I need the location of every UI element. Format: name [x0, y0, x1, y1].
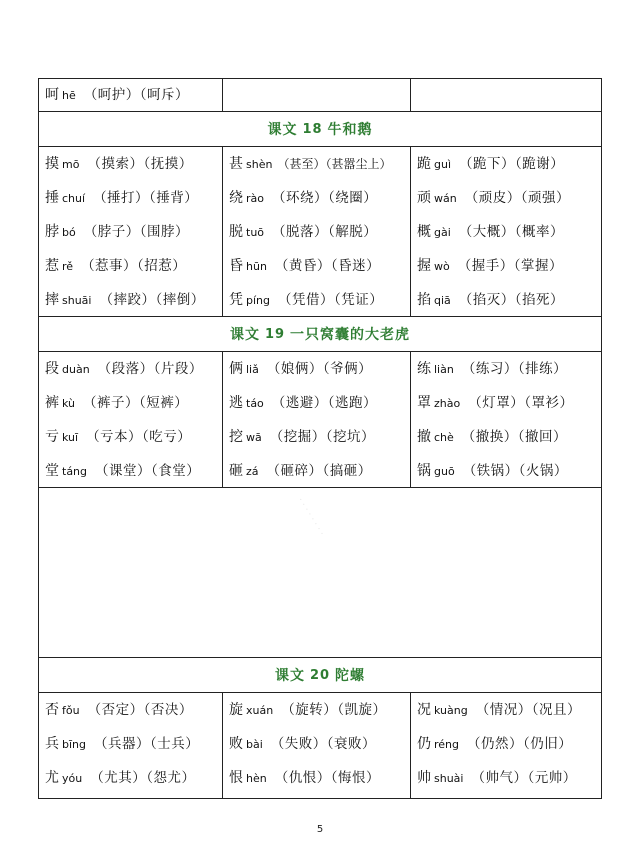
- top-row: [39, 79, 601, 112]
- vocab-entry: [417, 255, 601, 289]
- vocab-char: 摸: [45, 156, 59, 172]
- vocab-words: （顽皮）（顽强）: [464, 190, 570, 206]
- section-20-col-2: [223, 693, 411, 798]
- vocab-pinyin: liàn: [434, 363, 454, 376]
- vocab-char: 恨: [229, 770, 243, 786]
- section-number: 18: [302, 121, 323, 137]
- vocab-entry: [45, 699, 222, 733]
- top-row-col-1: [39, 79, 223, 111]
- vocab-entry: [417, 221, 601, 255]
- section-title-20: [39, 658, 601, 693]
- vocab-words: （灯罩）（罩衫）: [468, 395, 574, 411]
- section-label: 课文: [274, 668, 305, 684]
- vocab-words: （脱落）（解脱）: [272, 224, 378, 240]
- vocab-entry: [45, 358, 222, 392]
- vocab-char: 挖: [229, 429, 243, 445]
- vocab-entry: [417, 289, 601, 323]
- vocab-words: （跪下）（跪谢）: [459, 156, 565, 172]
- vocab-char: 亏: [45, 429, 59, 445]
- vocab-entry: [417, 426, 601, 460]
- vocab-words: （砸碎）（搞砸）: [266, 463, 372, 479]
- vocab-char: 堂: [45, 463, 59, 479]
- vocab-words: （否定）（否决）: [87, 702, 193, 718]
- vocab-char: 捶: [45, 190, 59, 206]
- vocab-pinyin: píng: [246, 294, 270, 307]
- section-20-body: [39, 693, 601, 798]
- vocab-entry: [45, 426, 222, 460]
- vocab-char: 握: [417, 258, 431, 274]
- vocab-char: 仍: [417, 736, 431, 752]
- section-19-col-2: [223, 352, 411, 487]
- vocab-words: （摸索）（抚摸）: [87, 156, 193, 172]
- vocab-words: （练习）（排练）: [461, 361, 568, 377]
- vocab-words: （甚至）（甚嚣尘上）: [277, 157, 392, 171]
- section-18-col-2: [223, 147, 411, 316]
- vocab-char: 昏: [229, 258, 243, 274]
- vocab-pinyin: shuài: [434, 772, 464, 785]
- vocab-pinyin: tuō: [246, 226, 265, 239]
- vocab-char: 砸: [229, 463, 243, 479]
- vocab-pinyin: shuāi: [62, 294, 92, 307]
- vocab-pinyin: bó: [62, 226, 76, 239]
- vocab-words: （大概）（概率）: [458, 224, 565, 240]
- vocab-words: （旋转）（凯旋）: [281, 702, 387, 718]
- vocab-entry: [417, 733, 601, 767]
- vocab-entry: [45, 221, 222, 255]
- vocab-words: （失败）（衰败）: [270, 736, 377, 752]
- vocab-entry: [229, 392, 410, 426]
- vocab-entry: [229, 153, 410, 187]
- vocab-char: 呵: [45, 87, 59, 103]
- vocab-words: （铁锅）（火锅）: [462, 463, 568, 479]
- section-20-col-3: [411, 693, 601, 798]
- vocab-char: 俩: [229, 361, 243, 377]
- vocab-char: 锅: [417, 463, 431, 479]
- section-number: 20: [309, 667, 331, 683]
- vocab-words: （仍然）（仍旧）: [467, 736, 573, 752]
- vocab-entry: [45, 392, 222, 426]
- vocab-pinyin: kuàng: [434, 704, 468, 717]
- section-label: 课文: [267, 122, 298, 138]
- vocab-entry: [45, 84, 222, 118]
- vocab-pinyin: fǒu: [62, 704, 80, 717]
- vocab-entry: [229, 699, 410, 733]
- vocab-char: 旋: [229, 702, 243, 718]
- vocab-char: 兵: [45, 736, 59, 752]
- vocab-char: 脱: [229, 224, 243, 240]
- vocab-char: 罩: [417, 395, 431, 411]
- vocab-pinyin: kuī: [62, 431, 79, 444]
- vocab-char: 段: [45, 361, 59, 377]
- vocab-words: （挖掘）（挖坑）: [269, 429, 375, 445]
- vocab-char: 概: [417, 224, 431, 240]
- vocab-words: （娘俩）（爷俩）: [266, 361, 373, 377]
- vocab-words: （掐灭）（掐死）: [458, 292, 565, 308]
- vocab-pinyin: wò: [434, 260, 450, 273]
- vocab-pinyin: wán: [434, 192, 457, 205]
- vocab-entry: [417, 699, 601, 733]
- vocab-words: （呵护）（呵斥）: [83, 87, 189, 103]
- vocab-words: （摔跤）（摔倒）: [99, 292, 205, 308]
- vocab-char: 摔: [45, 292, 59, 308]
- section-19-body: [39, 352, 601, 488]
- vocab-entry: [229, 358, 410, 392]
- vocab-pinyin: wā: [246, 431, 262, 444]
- vocab-pinyin: chuí: [62, 192, 86, 205]
- vocab-words: （尤其）（怨尤）: [90, 770, 196, 786]
- vocab-pinyin: zá: [246, 465, 259, 478]
- vocab-words: （裤子）（短裤）: [83, 395, 189, 411]
- blank-area: [39, 488, 601, 658]
- section-18-body: [39, 147, 601, 317]
- vocab-entry: [417, 153, 601, 187]
- vocab-char: 凭: [229, 292, 243, 308]
- vocab-char: 况: [417, 702, 431, 718]
- vocab-entry: [417, 358, 601, 392]
- vocab-words: （惹事）（招惹）: [81, 258, 187, 274]
- vocab-words: （凭借）（凭证）: [278, 292, 384, 308]
- vocab-entry: [229, 733, 410, 767]
- vocab-pinyin: réng: [434, 738, 460, 751]
- vocab-char: 逃: [229, 395, 243, 411]
- vocab-words: （课堂）（食堂）: [95, 463, 201, 479]
- vocab-entry: [229, 187, 410, 221]
- vocab-pinyin: liǎ: [246, 363, 259, 376]
- vocab-char: 败: [229, 736, 243, 752]
- vocab-char: 甚: [229, 156, 243, 172]
- vocab-words: （逃避）（逃跑）: [271, 395, 378, 411]
- vocab-pinyin: táng: [62, 465, 88, 478]
- section-20-col-1: [39, 693, 223, 798]
- vocab-char: 裤: [45, 395, 59, 411]
- section-number: 19: [264, 326, 286, 342]
- vocab-char: 练: [417, 361, 431, 377]
- top-row-col-3: [411, 79, 601, 111]
- vocab-char: 顽: [417, 190, 431, 206]
- vocab-char: 脖: [45, 224, 59, 240]
- section-name: 陀螺: [335, 668, 366, 684]
- vocab-words: （环绕）（绕圈）: [272, 190, 378, 206]
- vocab-pinyin: hūn: [246, 260, 267, 273]
- vocab-entry: [45, 153, 222, 187]
- vocab-pinyin: yóu: [62, 772, 83, 785]
- vocab-entry: [45, 767, 222, 801]
- section-name: 牛和鹅: [327, 122, 373, 138]
- vocab-pinyin: rào: [246, 192, 264, 205]
- vocab-words: （捶打）（捶背）: [93, 190, 199, 206]
- vocab-char: 撤: [417, 429, 431, 445]
- page-number: 5: [316, 824, 324, 835]
- section-19-col-3: [411, 352, 601, 487]
- vocab-pinyin: guō: [434, 465, 455, 478]
- vocab-pinyin: zhào: [434, 397, 461, 410]
- vocab-pinyin: qiā: [434, 294, 451, 307]
- vocab-words: （握手）（掌握）: [457, 258, 563, 274]
- vocab-pinyin: mō: [62, 158, 80, 171]
- vocab-words: （黄昏）（昏迷）: [274, 258, 381, 274]
- vocab-entry: [45, 255, 222, 289]
- vocab-entry: [229, 255, 410, 289]
- vocab-words: （亏本）（吃亏）: [86, 429, 192, 445]
- vocab-entry: [45, 733, 222, 767]
- section-18-col-1: [39, 147, 223, 316]
- vocab-char: 跪: [417, 156, 431, 172]
- section-18-col-3: [411, 147, 601, 316]
- vocab-pinyin: bài: [246, 738, 263, 751]
- vocab-entry: [45, 187, 222, 221]
- vocab-pinyin: gài: [434, 226, 451, 239]
- vocab-pinyin: shèn: [246, 158, 273, 171]
- vocab-entry: [417, 392, 601, 426]
- vocab-char: 否: [45, 702, 59, 718]
- vocab-pinyin: rě: [62, 260, 74, 273]
- vocab-pinyin: chè: [434, 431, 454, 444]
- vocab-entry: [229, 426, 410, 460]
- vocab-entry: [45, 289, 222, 323]
- vocab-entry: [229, 767, 410, 801]
- vocab-char: 帅: [417, 770, 431, 786]
- vocab-pinyin: xuán: [246, 704, 274, 717]
- vocab-pinyin: táo: [246, 397, 264, 410]
- vocab-pinyin: duàn: [62, 363, 90, 376]
- vocab-words: （撤换）（撤回）: [461, 429, 568, 445]
- vocab-char: 绕: [229, 190, 243, 206]
- vocab-entry: [229, 289, 410, 323]
- vocab-char: 惹: [45, 258, 59, 274]
- vocab-pinyin: guì: [434, 158, 452, 171]
- top-row-col-2: [223, 79, 411, 111]
- section-19-col-1: [39, 352, 223, 487]
- vocab-entry: [417, 767, 601, 801]
- watermark: · · · · · · · ·: [294, 496, 327, 538]
- vocab-words: （情况）（况且）: [475, 702, 581, 718]
- vocab-char: 尤: [45, 770, 59, 786]
- vocab-pinyin: kù: [62, 397, 76, 410]
- section-label: 课文: [229, 327, 260, 343]
- vocab-entry: [417, 187, 601, 221]
- vocab-entry: [229, 221, 410, 255]
- vocabulary-table: [38, 78, 602, 799]
- vocab-pinyin: hèn: [246, 772, 267, 785]
- section-name: 一只窝囊的大老虎: [290, 327, 411, 343]
- vocab-pinyin: bīng: [62, 738, 86, 751]
- vocab-pinyin: hē: [62, 89, 76, 102]
- vocab-words: （仇恨）（悔恨）: [274, 770, 380, 786]
- vocab-words: （脖子）（围脖）: [83, 224, 189, 240]
- vocab-words: （帅气）（元帅）: [471, 770, 577, 786]
- vocab-char: 掐: [417, 292, 431, 308]
- vocab-words: （兵器）（士兵）: [94, 736, 200, 752]
- vocab-words: （段落）（片段）: [97, 361, 203, 377]
